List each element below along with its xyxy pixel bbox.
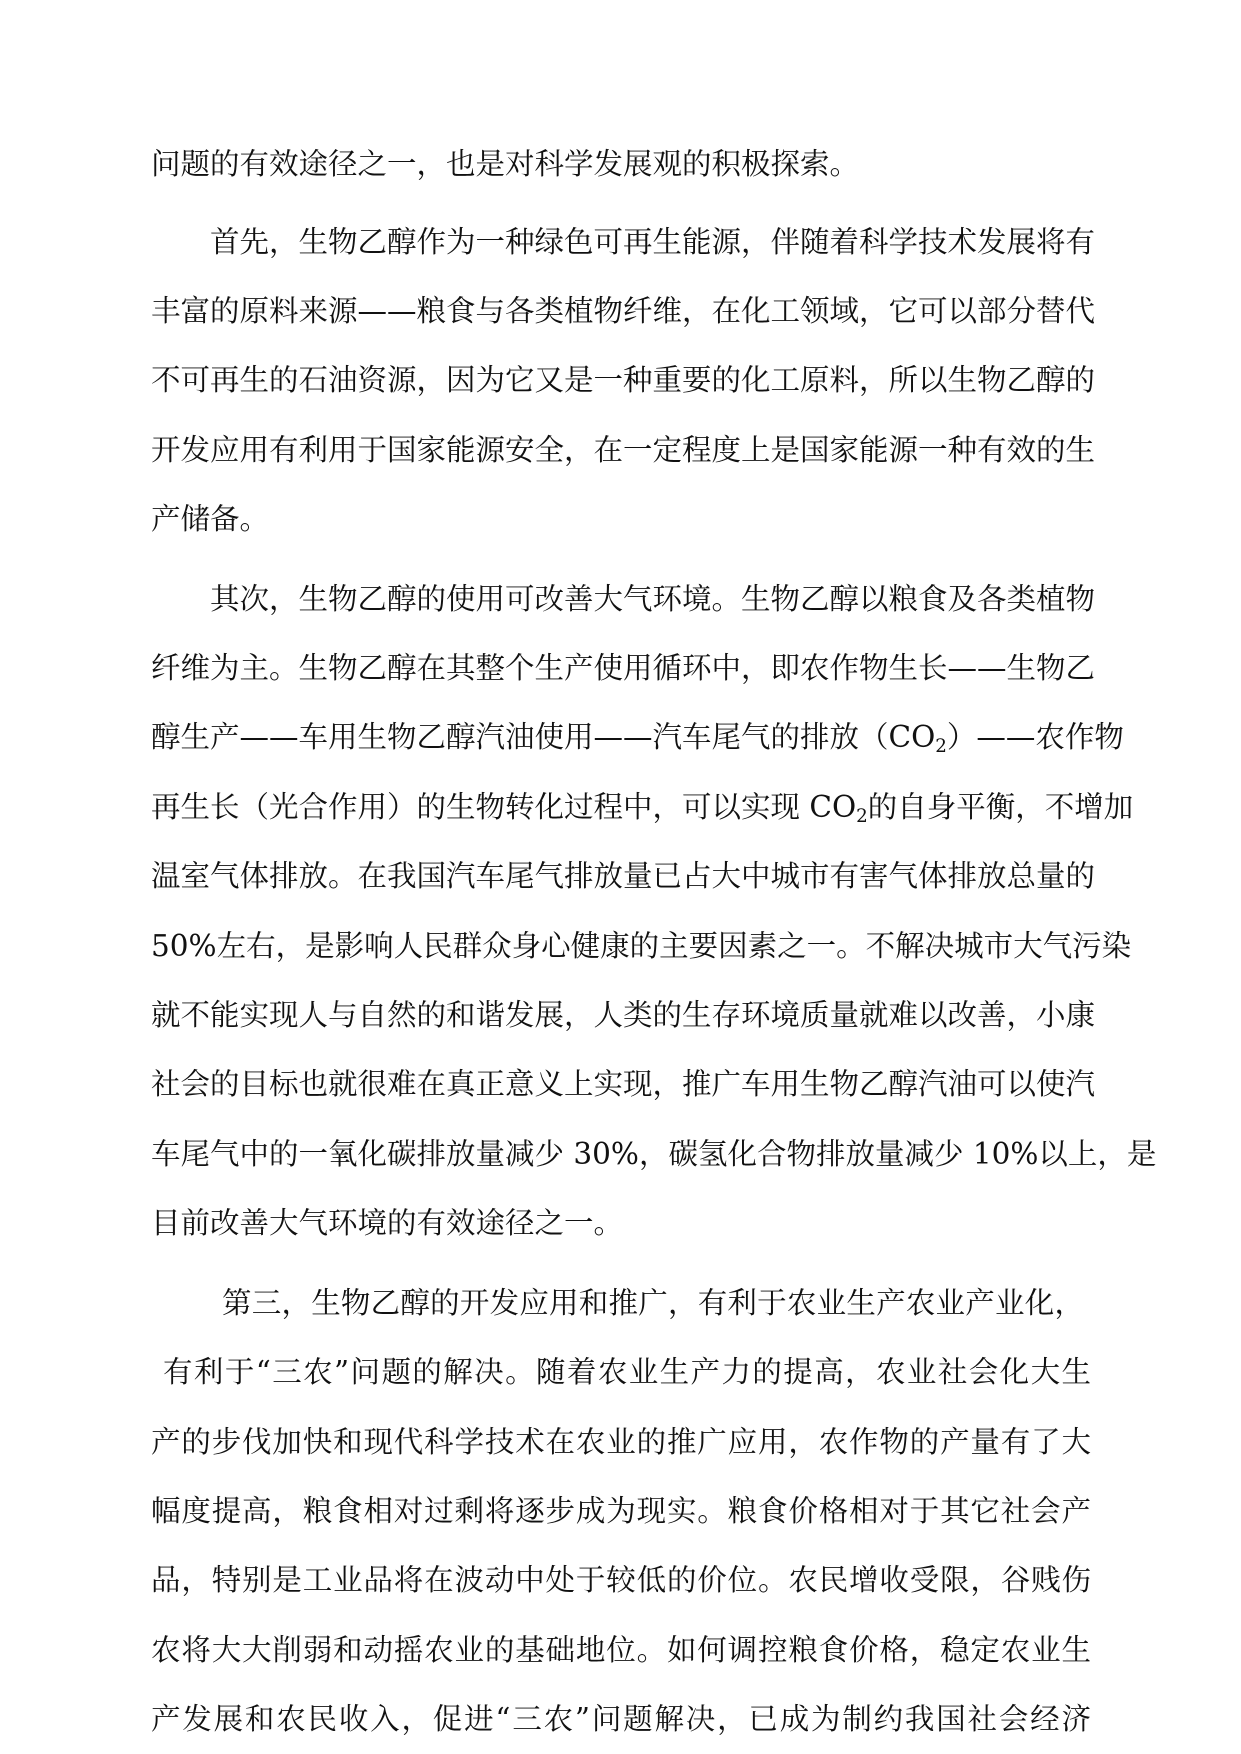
text-segment: 的自身平衡，不增加 [867,790,1134,824]
text-line: 产的步伐加快和现代科学技术在农业的推广应用，农作物的产量有了大 [151,1425,1091,1459]
text-segment: 醇生产——车用生物乙醇汽油使用——汽车尾气的排放（CO [151,720,936,754]
text-line: 50%左右，是影响人民群众身心健康的主要因素之一。不解决城市大气污染 [151,929,1132,963]
paragraph-first-line: 其次，生物乙醇的使用可改善大气环境。生物乙醇以粮食及各类植物 [210,582,1096,616]
text-line: 就不能实现人与自然的和谐发展，人类的生存环境质量就难以改善，小康 [151,998,1096,1032]
text-line: 品，特别是工业品将在波动中处于较低的价位。农民增收受限，谷贱伤 [151,1563,1091,1597]
text-line: 农将大大削弱和动摇农业的基础地位。如何调控粮食价格，稳定农业生 [151,1633,1091,1667]
text-segment: 再生长（光合作用）的生物转化过程中，可以实现 CO [151,790,857,824]
paragraph-first-line: 第三，生物乙醇的开发应用和推广，有利于农业生产农业产业化， [222,1286,1084,1320]
subscript: 2 [935,736,947,758]
text-line: 纤维为主。生物乙醇在其整个生产使用循环中，即农作物生长——生物乙 [151,651,1096,685]
text-line-with-subscript [151,711,1124,763]
text-line: 开发应用有利用于国家能源安全，在一定程度上是国家能源一种有效的生 [151,433,1096,467]
text-line: 丰富的原料来源——粮食与各类植物纤维，在化工领域，它可以部分替代 [151,294,1096,328]
paragraph-first-line: 首先，生物乙醇作为一种绿色可再生能源，伴随着科学技术发展将有 [210,225,1096,259]
text-segment: ）——农作物 [946,720,1124,754]
text-line: 问题的有效途径之一，也是对科学发展观的积极探索。 [151,147,860,181]
text-line-with-subscript [151,781,1134,833]
subscript: 2 [856,806,868,828]
text-line: 车尾气中的一氧化碳排放量减少 30%，碳氢化合物排放量减少 10%以上，是 [151,1137,1157,1171]
text-line: 幅度提高，粮食相对过剩将逐步成为现实。粮食价格相对于其它社会产 [151,1494,1091,1528]
text-line: 社会的目标也就很难在真正意义上实现，推广车用生物乙醇汽油可以使汽 [151,1067,1096,1101]
text-line: 产储备。 [151,502,270,536]
text-line: 目前改善大气环境的有效途径之一。 [151,1206,624,1240]
text-line: 有利于“三农”问题的解决。随着农业生产力的提高，农业社会化大生 [163,1355,1091,1389]
text-line: 不可再生的石油资源，因为它又是一种重要的化工原料，所以生物乙醇的 [151,363,1096,397]
text-line: 产发展和农民收入，促进“三农”问题解决，已成为制约我国社会经济 [151,1702,1091,1736]
text-line: 温室气体排放。在我国汽车尾气排放量已占大中城市有害气体排放总量的 [151,859,1096,893]
